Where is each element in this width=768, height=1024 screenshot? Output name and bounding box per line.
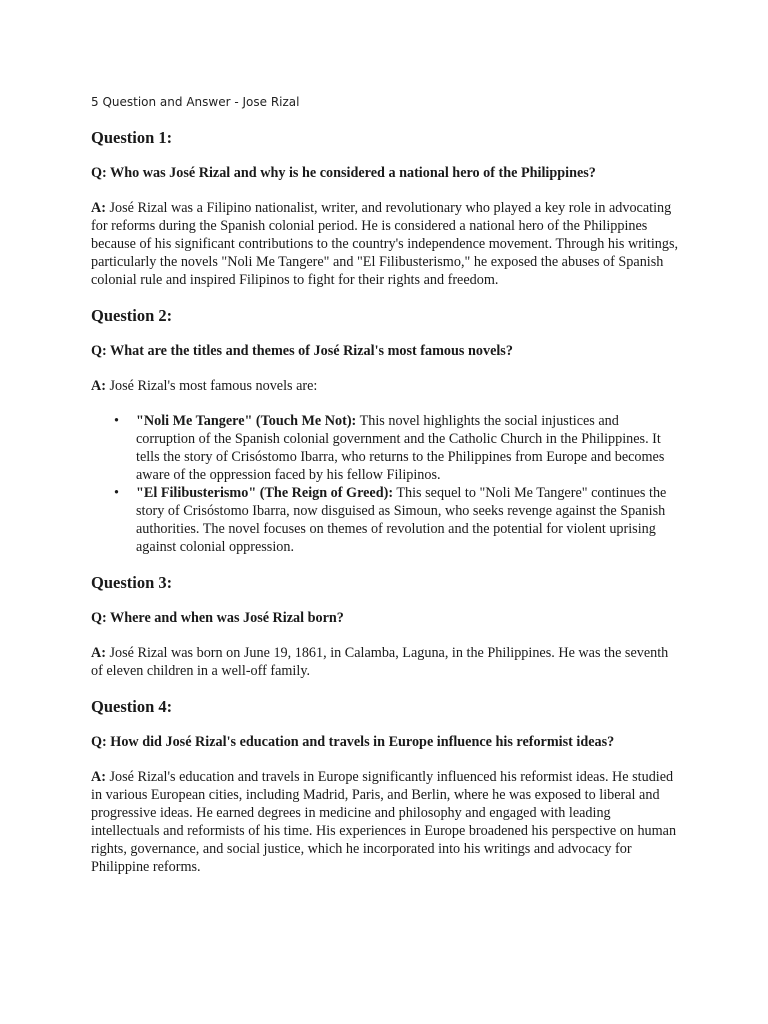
answer-text: José Rizal's most famous novels are: [109, 378, 318, 394]
question-section-3 [91, 573, 681, 680]
answer-text: José Rizal was a Filipino nationalist, writer, and revolutionary who played a key role in advocating for reforms during the Spanish colonial period. He is considered a national hero of the Philippines because of his significant contributions to the country's independence movement. Through his writings, particularly the novels "Noli Me Tangere" and "El Filibusterismo," he exposed the abuses of Spanish colonial rule and inspired Filipinos to fight for their rights and freedom. [91, 200, 679, 288]
novels-list [91, 412, 681, 556]
question-heading: Question 1: [91, 128, 173, 147]
question-text: Q: How did José Rizal's education and travels in Europe influence his reformist ideas? [91, 734, 615, 750]
bullet-icon: • [114, 485, 119, 501]
question-heading: Question 2: [91, 306, 173, 325]
document-page [91, 94, 681, 893]
question-text: Q: Who was José Rizal and why is he considered a national hero of the Philippines? [91, 165, 596, 181]
document-title: 5 Question and Answer - Jose Rizal [91, 95, 300, 109]
answer-text: José Rizal was born on June 19, 1861, in Calamba, Laguna, in the Philippines. He was the seventh of eleven children in a well-off family. [91, 645, 669, 679]
question-section-1 [91, 128, 681, 289]
novel-description: This sequel to "Noli Me Tangere" continues the story of Crisóstomo Ibarra, now disguised as Simoun, who seeks revenge against the Spanish authorities. The novel focuses on themes of revolution and the potential for violent uprising against colonial oppression. [136, 485, 667, 555]
question-section-4 [91, 697, 681, 876]
question-heading: Question 3: [91, 573, 173, 592]
novel-title: "Noli Me Tangere" (Touch Me Not): [136, 413, 357, 429]
answer-paragraph [91, 199, 681, 289]
answer-paragraph [91, 377, 681, 395]
answer-label: A: [91, 645, 106, 661]
novel-description: This novel highlights the social injustices and corruption of the Spanish colonial government and the Catholic Church in the Philippines. It tells the story of Crisóstomo Ibarra, who returns to the Philippines from Europe and becomes aware of the oppression faced by his fellow Filipinos. [136, 413, 665, 483]
answer-label: A: [91, 200, 106, 216]
answer-label: A: [91, 769, 106, 785]
list-item [114, 484, 681, 556]
answer-paragraph [91, 768, 681, 876]
answer-text: José Rizal's education and travels in Europe significantly influenced his reformist ideas. He studied in various European cities, including Madrid, Paris, and Berlin, where he was exposed to liberal and progressive ideas. He earned degrees in medicine and philosophy and engaged with leading intellectuals and reformists of his time. His experiences in Europe broadened his perspective on human rights, governance, and social justice, which he incorporated into his writings and advocacy for Philippine reforms. [91, 769, 677, 875]
question-section-2 [91, 306, 681, 556]
answer-label: A: [91, 378, 106, 394]
answer-paragraph [91, 644, 681, 680]
question-text: Q: Where and when was José Rizal born? [91, 610, 344, 626]
list-item [114, 412, 681, 484]
question-text: Q: What are the titles and themes of José Rizal's most famous novels? [91, 343, 513, 359]
question-heading: Question 4: [91, 697, 173, 716]
novel-title: "El Filibusterismo" (The Reign of Greed): [136, 485, 394, 501]
bullet-icon: • [114, 413, 119, 429]
